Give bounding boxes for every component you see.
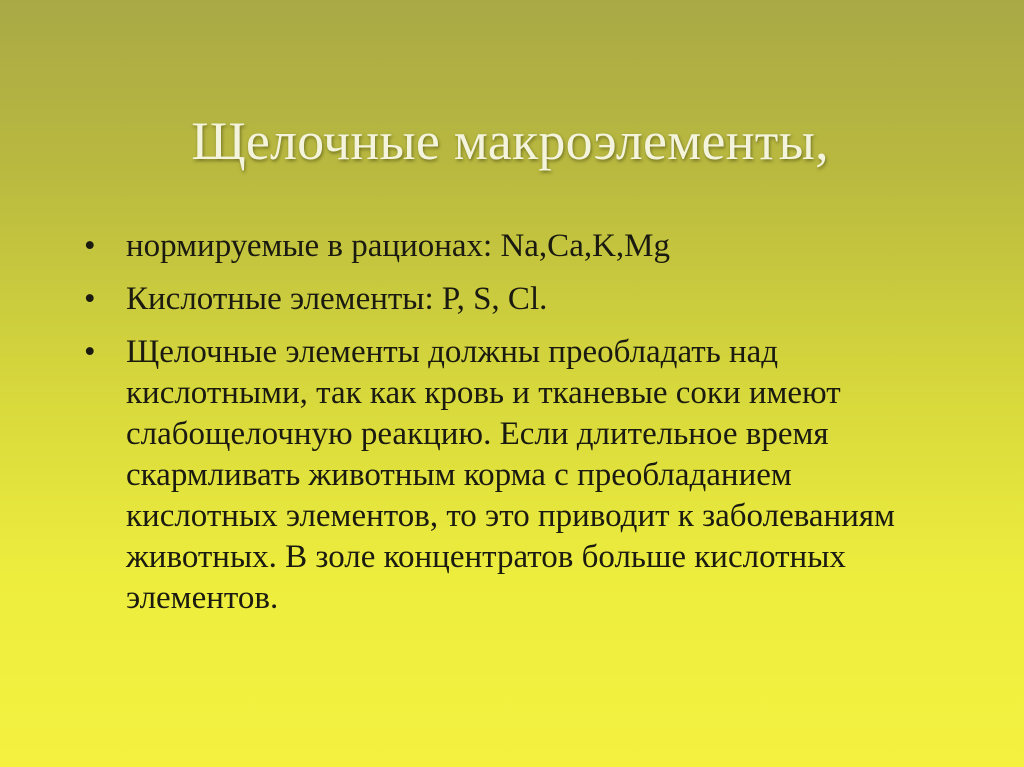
bullet-text: Щелочные элементы должны преобладать над кислотными, так как кровь и тканевые соки имеют слабощелочную реакцию. Если длительное время скармливать животным корма с преобладанием кислотных элементов, то это приводит к заболеваниям животных. В золе концентратов больше кислотных элементов. [126, 334, 895, 616]
slide-title [0, 108, 1024, 174]
bullet-text: нормируемые в рационах: Na,Ca,K,Mg [126, 228, 671, 264]
bullet-item [84, 279, 944, 320]
bullet-list [84, 226, 944, 631]
bullet-item [84, 332, 944, 619]
bullet-marker: • [84, 281, 96, 317]
slide-title-text: Щелочные макроэлементы, [191, 111, 829, 171]
bullet-item [84, 226, 944, 267]
bullet-marker: • [84, 228, 96, 264]
bullet-text: Кислотные элементы: P, S, Cl. [126, 281, 548, 317]
bullet-marker: • [84, 334, 96, 370]
